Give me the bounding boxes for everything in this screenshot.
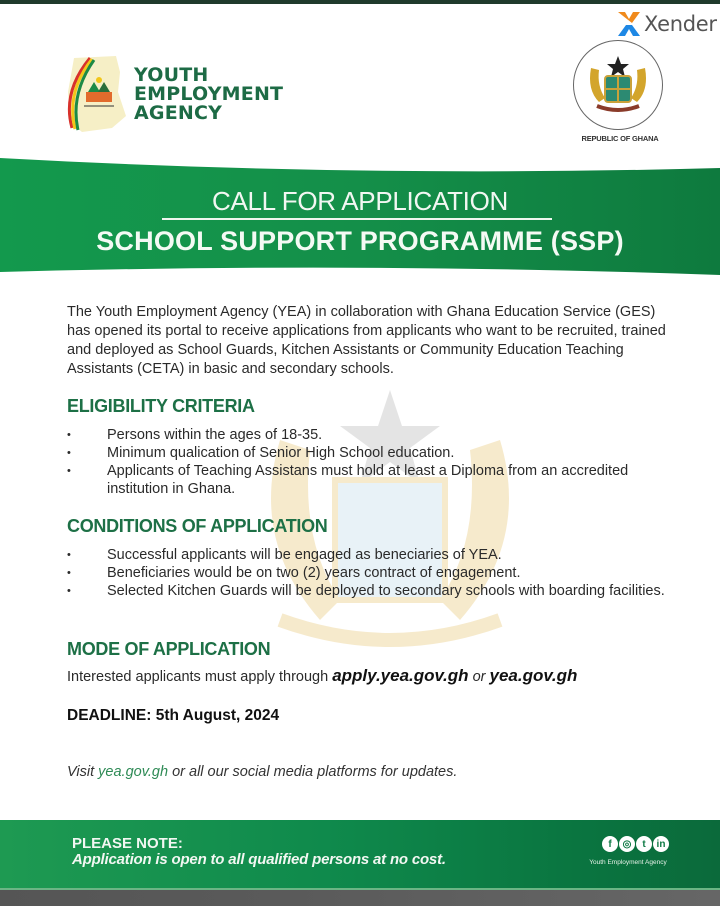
bottom-bar <box>0 888 720 906</box>
social-icons <box>602 836 669 852</box>
org-name-line-3: AGENCY <box>134 102 223 124</box>
social-caption: Youth Employment Agency <box>589 859 667 866</box>
apply-portal-link[interactable]: apply.yea.gov.gh <box>332 666 469 685</box>
eligibility-item: • Persons within the ages of 18-35. <box>67 426 687 444</box>
eligibility-item: • Minimum qualication of Senior High School education. <box>67 444 687 462</box>
visit-line <box>67 764 457 780</box>
banner-subtitle: CALL FOR APPLICATION <box>212 186 508 216</box>
conditions-heading: CONDITIONS OF APPLICATION <box>67 516 328 536</box>
ghana-map-logo-icon <box>60 52 130 137</box>
please-note-label: PLEASE NOTE: <box>72 835 183 852</box>
org-name-line-1: YOUTH <box>134 64 209 86</box>
condition-item: • Beneficiaries would be on two (2) years contract of engagement. <box>67 564 687 582</box>
deadline: DEADLINE: 5th August, 2024 <box>67 707 280 724</box>
condition-item: • Successful applicants will be engaged as beneciaries of YEA. <box>67 546 687 564</box>
xender-text: Xender <box>644 12 717 36</box>
instagram-icon[interactable]: ◎ <box>619 836 635 852</box>
condition-item: • Selected Kitchen Guards will be deployed to secondary schools with boarding facilities. <box>67 582 687 600</box>
facebook-icon[interactable]: f <box>602 836 618 852</box>
coat-of-arms <box>573 40 663 130</box>
mode-connector: or <box>472 669 486 685</box>
eligibility-list <box>67 426 687 498</box>
twitter-icon[interactable]: t <box>636 836 652 852</box>
org-name-line-2: EMPLOYMENT <box>134 83 284 105</box>
mode-instructions <box>67 666 577 686</box>
please-note-text: Application is open to all qualified persons at no cost. <box>72 851 446 868</box>
conditions-list <box>67 546 687 600</box>
ghana-coat-of-arms-icon <box>583 50 653 120</box>
banner-divider <box>162 218 552 220</box>
banner-title: SCHOOL SUPPORT PROGRAMME (SSP) <box>96 226 624 256</box>
top-border <box>0 0 720 4</box>
yea-logo <box>60 52 283 137</box>
xender-logo-icon <box>616 10 642 38</box>
yea-website-link[interactable]: yea.gov.gh <box>489 666 578 685</box>
linkedin-icon[interactable]: in <box>653 836 669 852</box>
visit-prefix: Visit <box>67 764 95 780</box>
org-name <box>134 66 283 123</box>
visit-website-link[interactable]: yea.gov.gh <box>98 764 169 780</box>
eligibility-heading: ELIGIBILITY CRITERIA <box>67 396 255 416</box>
mode-heading: MODE OF APPLICATION <box>67 639 271 659</box>
xender-watermark <box>616 9 717 39</box>
intro-paragraph: The Youth Employment Agency (YEA) in collaboration with Ghana Education Service (GES) has opened its portal to receive applications from applicants who want to be recruited, trained and deployed as School Guards, Kitchen Assistants or Community Education Teaching Assistants (CETA) in basic and secondary schools. <box>67 304 666 377</box>
coat-of-arms-label: REPUBLIC OF GHANA <box>581 134 659 143</box>
visit-suffix: or all our social media platforms for updates. <box>172 764 458 780</box>
mode-text: Interested applicants must apply through <box>67 669 329 685</box>
eligibility-item: • Applicants of Teaching Assistans must hold at least a Diploma from an accredited institution in Ghana. <box>67 462 687 498</box>
